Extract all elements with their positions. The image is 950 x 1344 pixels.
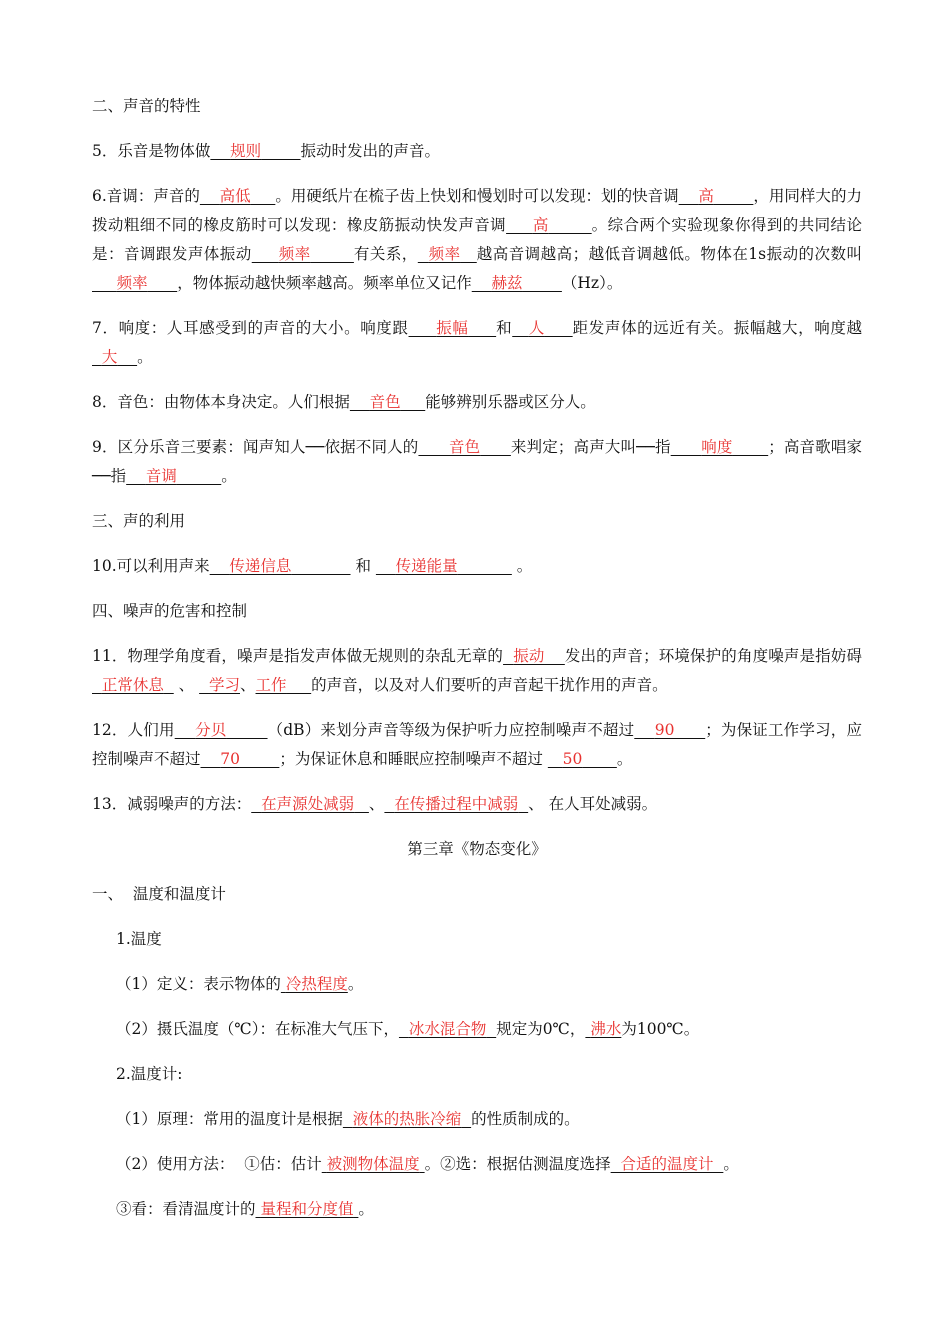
answer-blank: 音调 (145, 467, 177, 485)
question-12: 12．人们用 分贝 （dB）来划分声音等级为保护听力应控制噪声不超过 90 ；为保证工作学习，应控制噪声不超过 70 ；为保证休息和睡眠应控制噪声不超过 50 。 (92, 721, 862, 768)
question-6: 6.音调：声音的 高低 。用硬纸片在梳子齿上快划和慢划时可以发现：划的快音调 高 ，用同样大的力拨动粗细不同的橡皮筋时可以发现：橡皮筋振动快发声音调 高 。综合两个实验现象你得到的共同结论是：音调跟发声体振动 频率 有关系， 频率 越高音调越高；越低音调越低。物体在1s振动的次数叫 频率 ，物体振动越快频率越高。频率单位又记作 赫兹 （Hz）。 (92, 187, 862, 292)
question-9: 9．区分乐音三要素：闻声知人──依据不同人的 音色 来判定；高声大叫──指 响度 ；高音歌唱家──指 音调 。 (92, 438, 863, 485)
answer-blank: 高低 (219, 187, 251, 205)
answer-blank: 90 (654, 721, 675, 739)
answer-blank: 传递信息 (229, 557, 292, 575)
question-5: 5．乐音是物体做 规则 振动时发出的声音。 (92, 142, 441, 160)
answer-blank: 冰水混合物 (408, 1020, 487, 1038)
answer-blank: 人 (528, 319, 545, 337)
answer-blank: 50 (562, 750, 583, 768)
answer-blank: 赫兹 (491, 274, 523, 292)
answer-blank: 被测物体温度 (326, 1155, 420, 1173)
answer-blank: 规则 (230, 142, 262, 160)
document-page (92, 92, 862, 1240)
answer-blank: 冷热程度 (285, 975, 348, 993)
question-11: 11．物理学角度看，噪声是指发声体做无规则的杂乱无章的 振动 发出的声音；环境保护的角度噪声是指妨碍 正常休息 、 学习、工作 的声音，以及对人们要听的声音起干扰作用的声音。 (92, 647, 862, 694)
answer-blank: 频率 (116, 274, 148, 292)
question-8: 8．音色：由物体本身决定。人们根据 音色 能够辨别乐器或区分人。 (92, 393, 596, 411)
item-definition: （1）定义：表示物体的 冷热程度。 (116, 975, 364, 993)
answer-blank: 量程和分度值 (260, 1200, 354, 1218)
answer-blank: 振动 (513, 647, 545, 665)
answer-blank: 在传播过程中减弱 (394, 795, 519, 813)
answer-blank: 在声源处减弱 (261, 795, 355, 813)
answer-blank: 振幅 (436, 319, 469, 337)
question-7: 7．响度：人耳感受到的声音的大小。响度跟 振幅 和 人 距发声体的远近有关。振幅越大，响度越 大 。 (92, 319, 862, 366)
answer-blank: 沸水 (590, 1020, 622, 1038)
answer-blank: 高 (532, 216, 549, 234)
question-10: 10.可以利用声来 传递信息 和 传递能量 。 (92, 557, 533, 575)
answer-blank: 合适的温度计 (620, 1155, 714, 1173)
answer-blank: 大 (101, 348, 118, 366)
item-principle: （1）原理：常用的温度计是根据 液体的热胀冷缩 的性质制成的。 (116, 1110, 580, 1128)
section-heading: 一、 温度和温度计 (92, 885, 226, 903)
answer-blank: 响度 (701, 438, 733, 456)
answer-blank: 高 (698, 187, 714, 205)
answer-blank: 工作 (255, 676, 287, 694)
answer-blank: 学习 (208, 676, 240, 694)
answer-blank: 液体的热胀冷缩 (352, 1110, 462, 1128)
subsection-label: 1.温度 (116, 930, 162, 948)
answer-blank: 频率 (428, 245, 461, 263)
subsection-label: 2.温度计: (116, 1065, 183, 1083)
answer-blank: 分贝 (195, 721, 227, 739)
item-usage: （2）使用方法： ①估：估计 被测物体温度 。②选：根据估测温度选择 合适的温度计 。 (116, 1155, 739, 1173)
answer-blank: 正常休息 (101, 676, 164, 694)
section-heading: 四、噪声的危害和控制 (92, 602, 248, 620)
section-heading: 三、声的利用 (92, 512, 186, 530)
answer-blank: 传递能量 (395, 557, 458, 575)
item-read: ③看：看清温度计的 量程和分度值 。 (116, 1200, 374, 1218)
section-heading: 二、声音的特性 (92, 97, 201, 115)
item-celsius: （2）摄氏温度（℃）：在标准大气压下， 冰水混合物 规定为0℃， 沸水为100℃。 (116, 1020, 700, 1038)
question-13: 13．减弱噪声的方法： 在声源处减弱 、 在传播过程中减弱 、 在人耳处减弱。 (92, 795, 658, 813)
answer-blank: 音色 (449, 438, 481, 456)
answer-blank: 70 (220, 750, 240, 768)
answer-blank: 音色 (369, 393, 401, 411)
answer-blank: 频率 (278, 245, 311, 263)
chapter-title: 第三章《物态变化》 (407, 840, 547, 858)
